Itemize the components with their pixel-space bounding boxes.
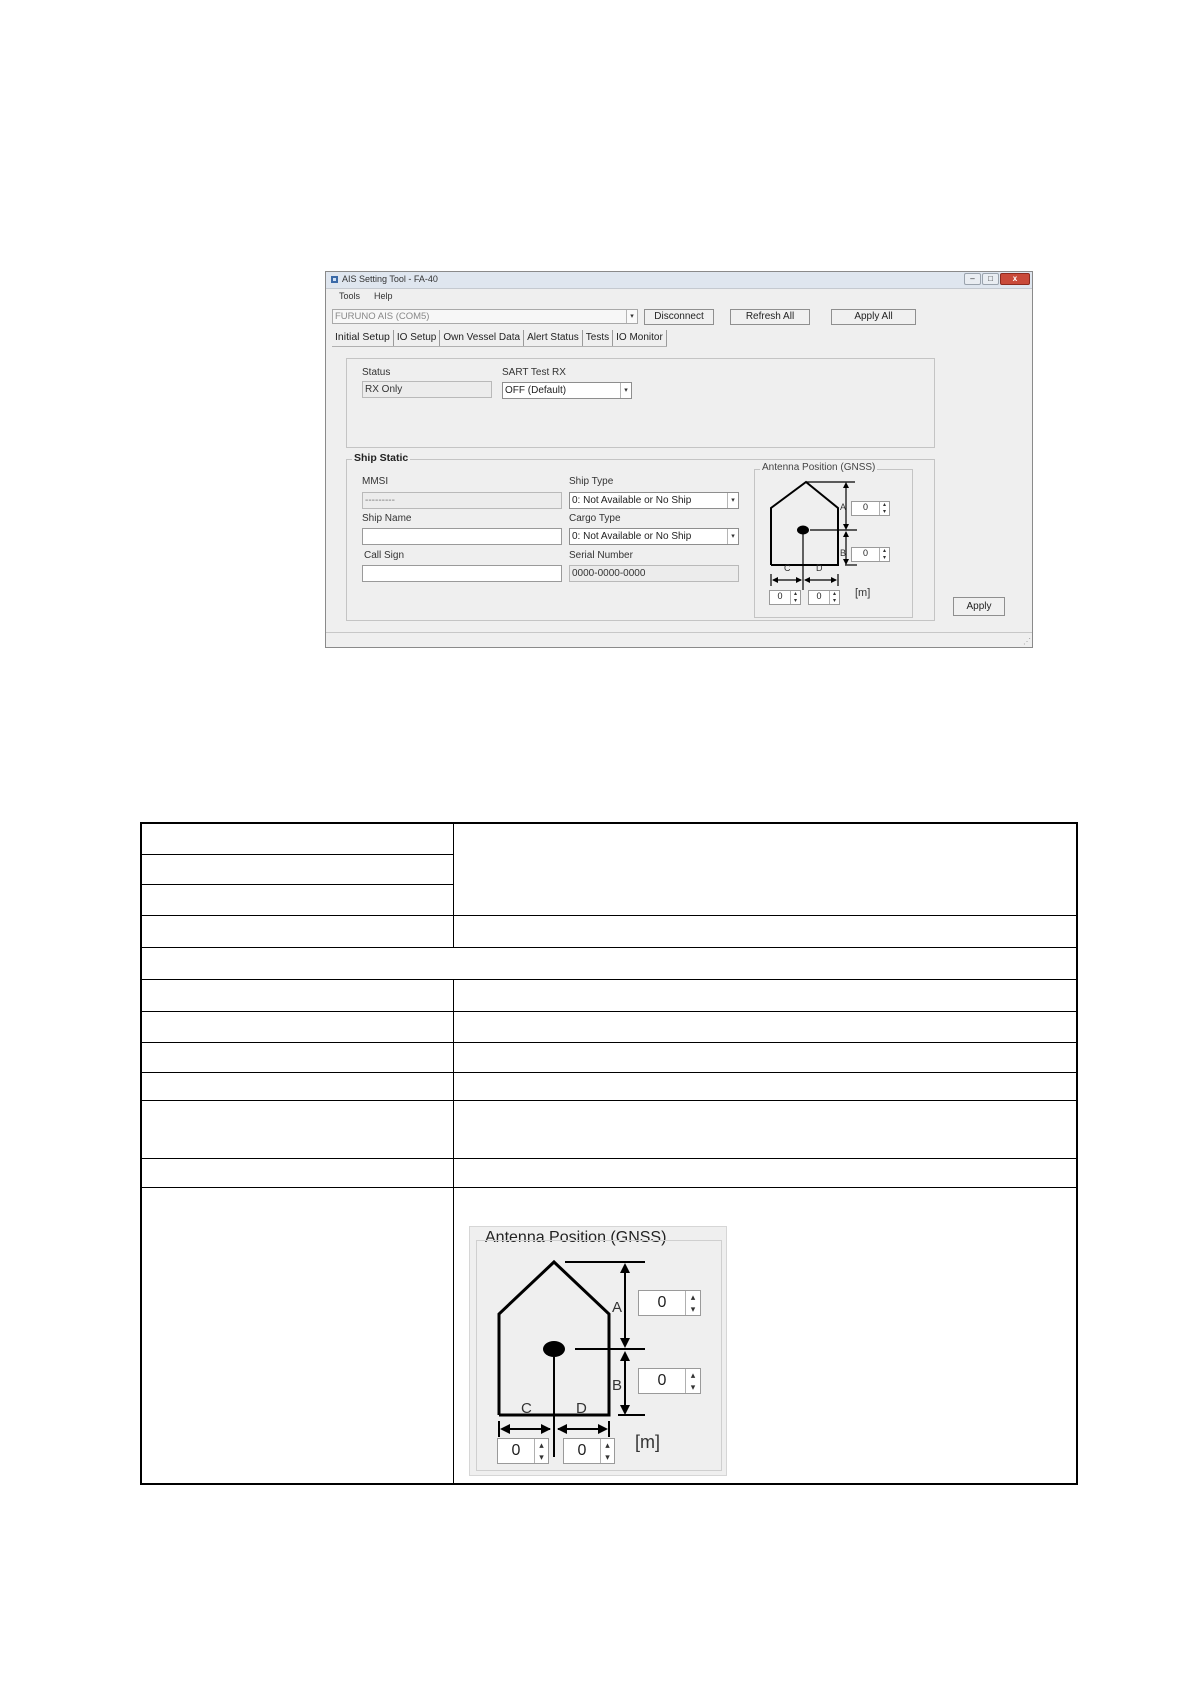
table-row: [142, 1072, 1076, 1073]
table-row: [142, 884, 453, 885]
table-row: [142, 979, 1076, 980]
antenna-a-label: A: [612, 1299, 623, 1316]
antenna-unit: [m]: [855, 587, 871, 599]
refresh-all-button[interactable]: Refresh All: [730, 309, 810, 325]
sart-test-value: OFF (Default): [505, 385, 567, 396]
ship-type-label: Ship Type: [569, 476, 614, 487]
antenna-unit: [m]: [635, 1432, 660, 1452]
antenna-b-stepper[interactable]: [638, 1368, 701, 1394]
ship-name-input[interactable]: [362, 528, 562, 545]
spin-up-icon[interactable]: ▴: [793, 591, 797, 598]
antenna-a-stepper[interactable]: [638, 1290, 701, 1316]
antenna-b-label: B: [612, 1377, 623, 1394]
antenna-a-value: 0: [657, 1294, 667, 1311]
apply-all-button[interactable]: Apply All: [831, 309, 916, 325]
table-row: [142, 1011, 1076, 1012]
chevron-down-icon[interactable]: ▾: [727, 493, 738, 508]
spin-down-icon[interactable]: ▾: [793, 597, 797, 604]
antenna-c-stepper[interactable]: [497, 1438, 549, 1464]
cargo-type-label: Cargo Type: [569, 513, 621, 524]
status-label: Status: [362, 367, 391, 378]
spin-down-icon[interactable]: ▾: [690, 1381, 696, 1392]
call-sign-input[interactable]: [362, 565, 562, 582]
chevron-down-icon[interactable]: ▾: [727, 529, 738, 544]
spin-down-icon[interactable]: ▾: [690, 1303, 696, 1314]
tab-io-monitor[interactable]: IO Monitor: [613, 330, 667, 346]
menu-tools[interactable]: Tools: [339, 291, 361, 301]
status-bar: [326, 632, 1032, 647]
mmsi-field: ---------: [362, 492, 562, 509]
spin-up-icon[interactable]: ▴: [832, 591, 836, 598]
table-row: [142, 824, 1076, 854]
apply-button[interactable]: Apply: [953, 597, 1005, 616]
antenna-b-value: 0: [862, 548, 868, 558]
app-window: [325, 271, 1033, 648]
port-select[interactable]: [332, 309, 638, 324]
tab-strip: [332, 330, 667, 347]
disconnect-button[interactable]: Disconnect: [644, 309, 714, 325]
menu-bar: [332, 290, 400, 303]
antenna-d-value: 0: [816, 591, 822, 601]
antenna-a-value: 0: [862, 502, 868, 512]
ship-type-select[interactable]: [569, 492, 739, 509]
spin-up-icon[interactable]: ▴: [882, 502, 886, 509]
antenna-d-stepper[interactable]: [563, 1438, 615, 1464]
table-row: [142, 1100, 1076, 1101]
spin-down-icon[interactable]: ▾: [605, 1451, 610, 1462]
tab-own-vessel-data[interactable]: Own Vessel Data: [440, 330, 524, 346]
column-divider: [453, 824, 454, 947]
serial-number-field: 0000-0000-0000: [569, 565, 739, 582]
port-select-value: FURUNO AIS (COM5): [335, 311, 430, 322]
table-row: [142, 947, 1076, 948]
column-divider: [453, 979, 454, 1485]
antenna-d-label: D: [816, 563, 823, 573]
mmsi-label: MMSI: [362, 476, 389, 487]
spin-down-icon[interactable]: ▾: [539, 1451, 544, 1462]
antenna-b-stepper[interactable]: [851, 547, 890, 562]
call-sign-label: Call Sign: [364, 550, 405, 561]
resize-grip-icon[interactable]: ⋰: [1023, 637, 1031, 646]
table-row: [142, 1187, 1076, 1188]
table-row: [142, 854, 453, 855]
sart-test-label: SART Test RX: [502, 367, 566, 378]
antenna-b-value: 0: [657, 1372, 667, 1389]
antenna-c-value: 0: [511, 1442, 521, 1459]
ship-static-legend: Ship Static: [354, 452, 409, 464]
maximize-icon[interactable]: □: [982, 273, 999, 285]
table-row: [142, 1042, 1076, 1043]
antenna-position-figure: [469, 1226, 727, 1476]
antenna-d-label: D: [576, 1400, 587, 1417]
antenna-position-legend: Antenna Position (GNSS): [762, 462, 876, 473]
chevron-down-icon[interactable]: ▾: [626, 310, 637, 323]
antenna-c-value: 0: [777, 591, 783, 601]
minimize-icon[interactable]: –: [964, 273, 981, 285]
spin-down-icon[interactable]: ▾: [882, 508, 886, 515]
menu-help[interactable]: Help: [374, 291, 393, 301]
spin-up-icon[interactable]: ▴: [539, 1439, 544, 1450]
window-title: AIS Setting Tool - FA-40: [342, 274, 438, 284]
antenna-b-label: B: [840, 548, 847, 558]
sart-test-select[interactable]: [502, 382, 632, 399]
cargo-type-value: 0: Not Available or No Ship: [572, 531, 692, 542]
tab-io-setup[interactable]: IO Setup: [394, 330, 440, 346]
antenna-a-stepper[interactable]: [851, 501, 890, 516]
antenna-a-label: A: [840, 502, 847, 512]
antenna-position-group: [754, 462, 913, 618]
spin-up-icon[interactable]: ▴: [690, 1291, 696, 1302]
spin-up-icon[interactable]: ▴: [882, 548, 886, 555]
spin-up-icon[interactable]: ▴: [690, 1369, 696, 1380]
antenna-c-label: C: [521, 1400, 532, 1417]
serial-number-label: Serial Number: [569, 550, 633, 561]
status-value: RX Only: [362, 381, 492, 398]
close-icon[interactable]: x: [1000, 273, 1030, 285]
antenna-figure-legend: Antenna Position (GNSS): [485, 1229, 667, 1246]
cargo-type-select[interactable]: [569, 528, 739, 545]
antenna-d-stepper[interactable]: [808, 590, 840, 605]
table-row: [142, 915, 1076, 916]
app-icon: [330, 275, 339, 284]
chevron-down-icon[interactable]: ▾: [620, 383, 631, 398]
antenna-c-label: C: [784, 563, 791, 573]
spin-down-icon[interactable]: ▾: [882, 554, 886, 561]
ship-static-group: [346, 452, 935, 621]
tab-initial-setup[interactable]: Initial Setup: [332, 330, 394, 346]
ship-type-value: 0: Not Available or No Ship: [572, 495, 692, 506]
title-bar[interactable]: [326, 272, 1032, 289]
spin-up-icon[interactable]: ▴: [605, 1439, 610, 1450]
tab-alert-status[interactable]: Alert Status: [524, 330, 583, 346]
spin-down-icon[interactable]: ▾: [832, 597, 836, 604]
tab-tests[interactable]: Tests: [583, 330, 613, 346]
status-panel: [346, 358, 935, 448]
antenna-d-value: 0: [577, 1442, 587, 1459]
ship-name-label: Ship Name: [362, 513, 412, 524]
window-controls: [964, 273, 1030, 285]
table-row: [142, 1158, 1076, 1159]
antenna-c-stepper[interactable]: [769, 590, 801, 605]
